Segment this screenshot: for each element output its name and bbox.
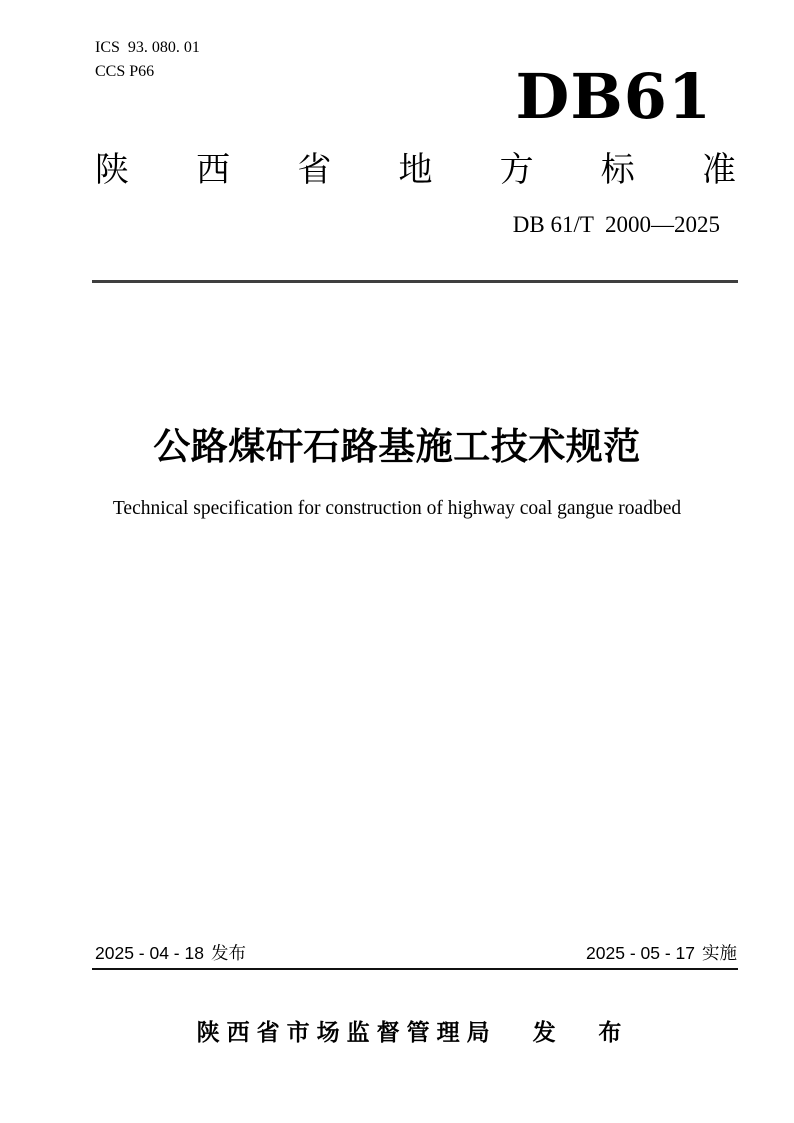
document-title-en: Technical specification for construction of highway coal gangue roadbed (112, 498, 682, 519)
implement-label: 实施 (702, 943, 737, 963)
release-label: 发 布 (532, 1019, 632, 1045)
ics-code: ICS 93. 080. 01 (95, 39, 200, 56)
implement-date-group (586, 943, 737, 964)
category-char: 方 (499, 151, 534, 189)
bottom-divider (92, 968, 738, 970)
category-char: 省 (297, 151, 332, 189)
standard-code: DB 61/T 2000—2025 (512, 212, 720, 237)
top-divider (92, 280, 738, 283)
category-char: 准 (701, 151, 736, 189)
standard-category-title (95, 152, 736, 189)
issue-date-group (95, 943, 246, 964)
issue-date: 2025 - 04 - 18 (95, 943, 204, 963)
db61-logo: DB61 (515, 60, 712, 133)
category-char: 地 (398, 151, 433, 189)
category-char: 陕 (95, 151, 129, 189)
implement-date: 2025 - 05 - 17 (586, 943, 695, 963)
category-char: 西 (196, 151, 231, 189)
issue-label: 发布 (210, 943, 246, 963)
publisher-row (0, 1019, 794, 1047)
category-char: 标 (600, 151, 635, 189)
date-row (95, 943, 737, 964)
document-title-zh: 公路煤矸石路基施工技术规范 (153, 426, 641, 467)
publisher-name: 陕西省市场监督管理局 (196, 1019, 497, 1045)
ccs-code: CCS P66 (95, 63, 155, 80)
